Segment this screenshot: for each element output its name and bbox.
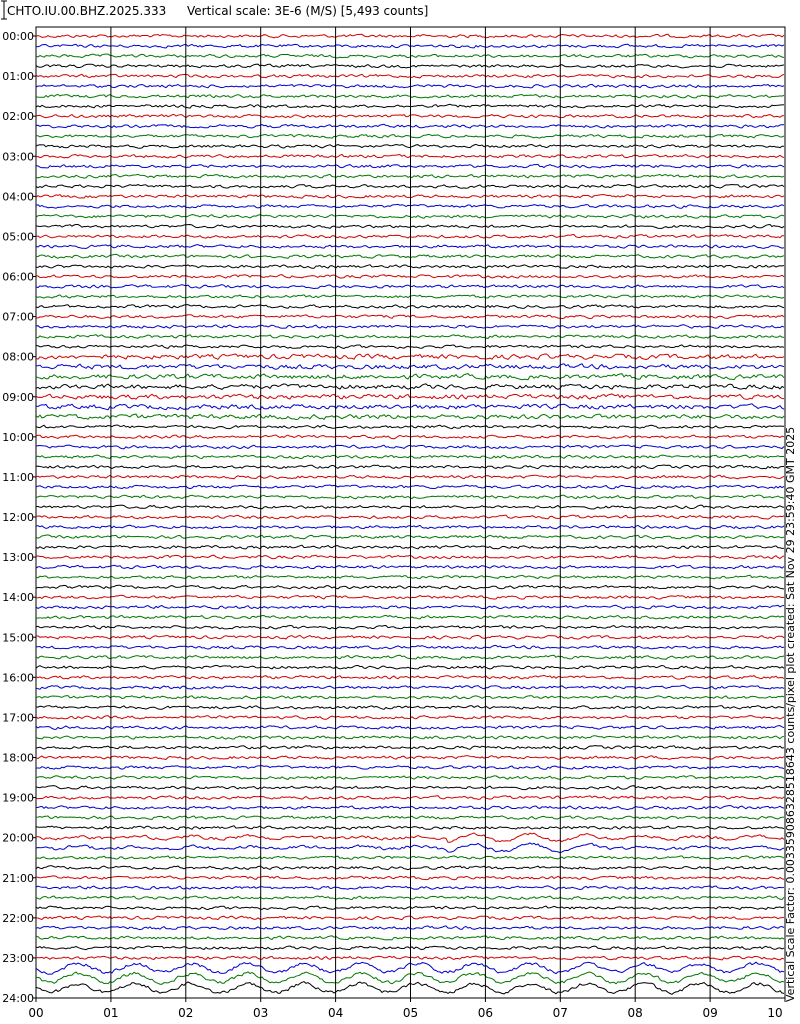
x-tick-label: 02 xyxy=(178,1006,194,1020)
y-tick-label: 12:00 xyxy=(2,511,34,524)
y-tick-label: 18:00 xyxy=(2,751,34,765)
y-tick-label: 03:00 xyxy=(2,150,34,164)
x-tick-label: 04 xyxy=(327,1006,344,1020)
y-tick-label: 08:00 xyxy=(2,350,34,364)
x-tick-label: 05 xyxy=(402,1006,419,1020)
x-tick-label: 03 xyxy=(253,1006,269,1020)
y-tick-label: 20:00 xyxy=(2,831,34,845)
y-tick-label: 05:00 xyxy=(2,230,34,244)
y-tick-label: 19:00 xyxy=(2,791,34,805)
y-tick-label: 21:00 xyxy=(2,871,34,885)
y-tick-label: 16:00 xyxy=(2,671,34,685)
y-tick-label: 00:00 xyxy=(2,30,34,43)
y-tick-label: 07:00 xyxy=(2,310,34,324)
y-tick-label: 11:00 xyxy=(2,470,34,484)
y-tick-label: 09:00 xyxy=(2,390,34,404)
x-tick-label: 00 xyxy=(28,1006,44,1020)
x-tick-label: 08 xyxy=(627,1006,643,1020)
vertical-scale-label: Vertical scale: 3E-6 (M/S) [5,493 counts] xyxy=(187,4,429,18)
y-tick-label: 24:00 xyxy=(2,992,34,1005)
station-title: CHTO.IU.00.BHZ.2025.333 xyxy=(7,4,167,18)
y-tick-label: 04:00 xyxy=(2,190,34,204)
y-tick-label: 22:00 xyxy=(2,911,34,925)
y-tick-label: 15:00 xyxy=(2,631,34,645)
x-tick-label: 01 xyxy=(103,1006,119,1020)
x-tick-label: 06 xyxy=(477,1006,494,1020)
y-tick-label: 23:00 xyxy=(2,951,34,965)
x-tick-label: 07 xyxy=(552,1006,568,1020)
y-tick-label: 02:00 xyxy=(2,110,34,124)
y-tick-label: 01:00 xyxy=(2,70,34,84)
x-tick-label: 10 xyxy=(767,1006,783,1020)
y-tick-label: 14:00 xyxy=(2,591,34,605)
y-tick-label: 06:00 xyxy=(2,270,34,284)
x-tick-label: 09 xyxy=(702,1006,718,1020)
scale-factor-label: Vertical Scale Factor: 0.003359086328518643 counts/pixel plot created: Sat Nov 29 23:59:40 GMT 2025 xyxy=(784,426,797,1002)
y-tick-label: 17:00 xyxy=(2,711,34,725)
y-tick-label: 10:00 xyxy=(2,430,34,444)
y-tick-label: 13:00 xyxy=(2,551,34,565)
